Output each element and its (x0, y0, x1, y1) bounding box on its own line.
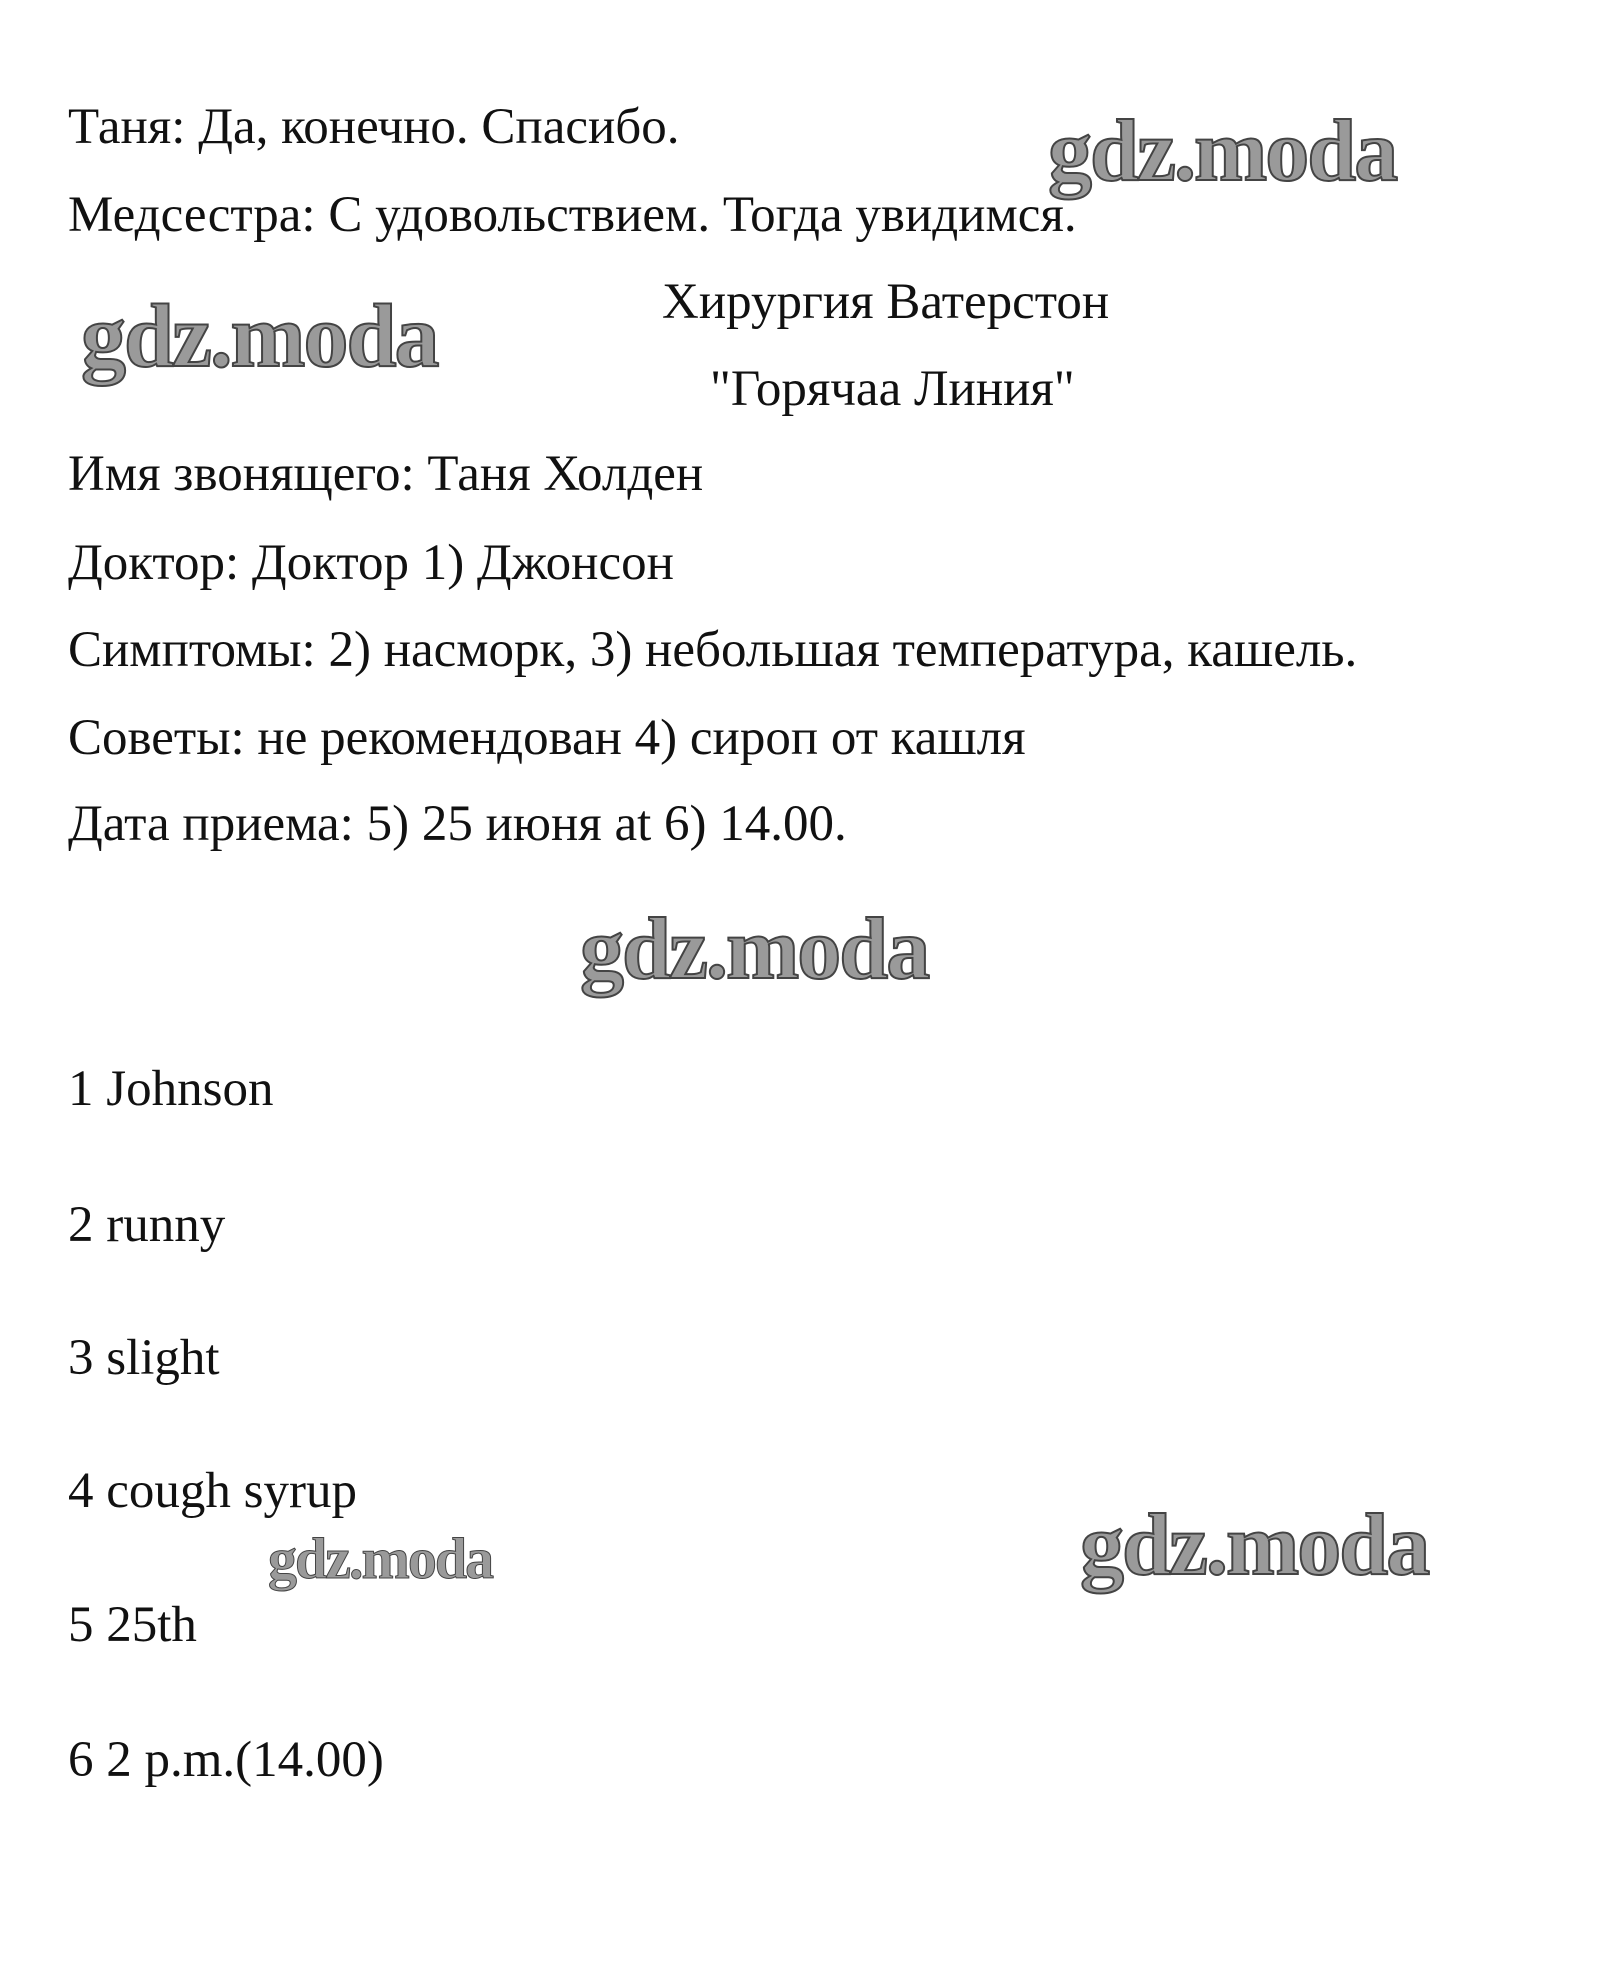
watermark: gdz.moda (81, 287, 438, 386)
answer-item: 5 25th (68, 1597, 197, 1653)
form-line: Симптомы: 2) насморк, 3) небольшая температура, кашель. (68, 622, 1358, 678)
form-line: Дата приема: 5) 25 июня at 6) 14.00. (68, 796, 847, 852)
form-line: Советы: не рекомендован 4) сироп от кашля (68, 710, 1026, 766)
answer-item: 1 Johnson (68, 1061, 274, 1117)
watermark: gdz.moda (1048, 103, 1397, 200)
form-line: Имя звонящего: Таня Холден (68, 446, 704, 502)
answer-item: 2 runny (68, 1197, 226, 1253)
form-line: Доктор: Доктор 1) Джонсон (68, 535, 674, 591)
watermark: gdz.moda (580, 901, 929, 998)
form-title: Хирургия Ватерстон (662, 274, 1110, 330)
answer-item: 4 cough syrup (68, 1463, 357, 1519)
watermark: gdz.moda (268, 1526, 493, 1591)
dialogue-line: Таня: Да, конечно. Спасибо. (68, 99, 680, 155)
dialogue-line: Медсестра: С удовольствием. Тогда увидимся. (68, 187, 1077, 243)
watermark: gdz.moda (1080, 1497, 1429, 1594)
answer-item: 3 slight (68, 1330, 220, 1386)
form-subtitle: "Горячаа Линия" (710, 361, 1075, 417)
answer-item: 6 2 p.m.(14.00) (68, 1732, 384, 1788)
